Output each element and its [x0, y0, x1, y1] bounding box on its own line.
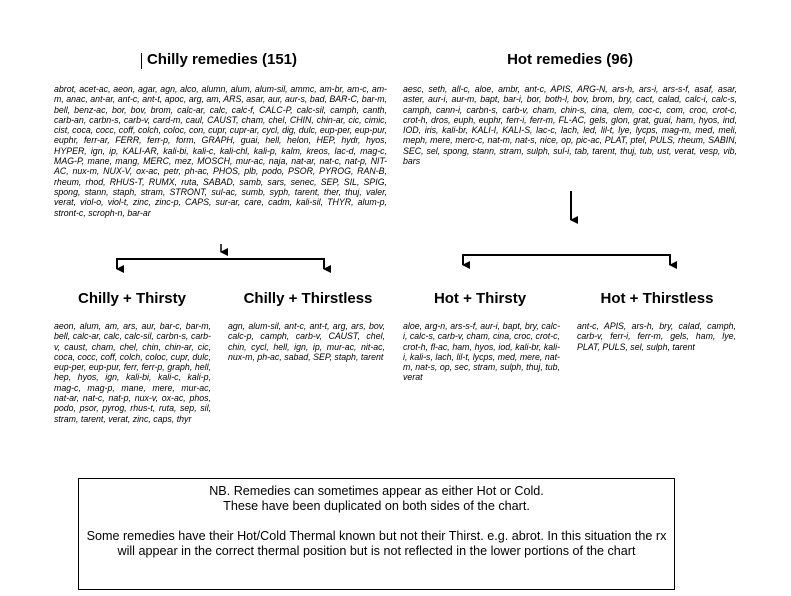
note-paragraph-2: Some remedies have their Hot/Cold Thermal known but not their Thirst. e.g. abrot. In this situation the rx will appear in the correct thermal position but is not reflected in the lower portions of the chart [86, 529, 667, 558]
hot-thirsty-title: Hot + Thirsty [433, 290, 527, 307]
chilly-thirsty-list: aeon, alum, am, ars, aur, bar-c, bar-m, bell, calc-ar, calc, calc-sil, carbn-s, carb-v, caust, cham, chel, chin, chin-ar, cic, coca, cocc, coff, colch, coloc, cupr, dulc, eup-per, eup-pur, ferr, ferr-p, graph, hell, hep, hyos, ign, kali-bi, kali-c, kali-p, mag-c, mag-p, mane, mere, mur-ac, nat-ar, nat-c, nat-p, nux-v, ox-ac, phos, podo, psor, pyrog, rhus-t, ruta, sep, sil, stram, tarent, verat, zinc, caps, thyr [54, 321, 211, 424]
chilly-remedies-list: abrot, acet-ac, aeon, agar, agn, alco, alumn, alum, alum-sil, ammc, am-br, am-c, am-m, anac, ant-ar, ant-c, ant-t, apoc, arg, am, ARS, asar, aur, aur-s, bad, BAR-C, bar-m, bell, benz-ac, bor, bov, brom, calc-ar, calc, calc-f, CALC-P, calc-sil, camph, canth, carb-an, carbn-s, carb-v, card-m, caul, CAUST, cham, chel, CHIN, chin-ar, cic, cimic, cist, coca, cocc, coff, colch, coloc, con, cupr, cupr-ar, cycl, dig, dulc, eup-per, eup-pur, euphr, ferr-ar, FERR, ferr-p, form, GRAPH, guai, hell, helon, HEP, hydr, hyos, HYPER, ign, ip, KALI-AR, kali-bi, kali-c, kali-chl, kali-p, kalm, kreos, lac-d, mag-c, MAG-P, mane, mang, MERC, mez, MOSCH, mur-ac, naja, nat-ar, nat-c, nat-p, NIT-AC, nux-m, NUX-V, ox-ac, petr, ph-ac, PHOS, plb, podo, PSOR, PYROG, RAN-B, rheum, rhod, RHUS-T, RUMX, ruta, SABAD, samb, sars, senec, SEP, SIL, SPIG, spong, stann, staph, stram, STRONT, sul-ac, sumb, syph, tarent, ther, thuj, valer, verat, viol-o, viol-t, zinc, zinc-p, CAPS, sur-ar, care, cadm, kali-sil, THYR, alum-p, stront-c, scroph-n, bar-ar [54, 84, 387, 218]
note-line-2: These have been duplicated on both sides of the chart. [223, 499, 530, 513]
hot-branch-arrows [463, 191, 670, 265]
chilly-branch-arrows [117, 244, 324, 269]
note-box [78, 478, 675, 590]
hot-remedies-title: Hot remedies (96) [507, 51, 633, 68]
chilly-remedies-title: Chilly remedies (151) [146, 51, 298, 68]
chilly-thirsty-title: Chilly + Thirsty [78, 290, 186, 307]
chilly-thirstless-list: agn, alum-sil, ant-c, ant-t, arg, ars, bov, calc-p, camph, carb-v, CAUST, chel, chin, cycl, hell, ign, ip, mur-ac, nit-ac, nux-m, ph-ac, sabad, SEP, staph, tarent [228, 321, 385, 362]
hot-thirstless-list: ant-c, APIS, ars-h, bry, calad, camph, carb-v, ferr-i, ferr-m, gels, ham, lye, PLAT, PULS, sel, sulph, tarent [577, 321, 736, 352]
note-line-1: NB. Remedies can sometimes appear as either Hot or Cold. [209, 484, 544, 498]
chilly-thirstless-title: Chilly + Thirstless [243, 290, 373, 307]
hot-remedies-list: aesc, seth, all-c, aloe, ambr, ant-c, APIS, ARG-N, ars-h, ars-i, ars-s-f, asaf, asar, aster, aur-i, aur-m, bapt, bar-i, bor, both-l, bov, brom, bry, cact, calad, calc-i, calc-s, camph, cann-i, carbn-s, carb-v, cham, chin-s, cina, clem, coc-c, com, croc, crot-c, crot-h, dros, euph, euphr, ferr-i, ferr-m, FL-AC, gels, glon, grat, guai, ham, hyos, ind, IOD, iris, kali-br, KALI-I, KALI-S, lac-c, lach, led, lil-t, lye, lycps, mag-m, med, meli, meph, mere, merc-c, nat-m, nat-s, nice, op, pic-ac, PLAT, ptel, PULS, rheum, SABIN, SEC, sel, spong, stann, stram, sulph, sul-i, tab, tarent, thuj, tub, ust, verat, vesp, vib, bars [403, 84, 737, 167]
hot-thirsty-list: aloe, arg-n, ars-s-f, aur-i, bapt, bry, calc-i, calc-s, carb-v, cham, cina, croc, crot-c, crot-h, fl-ac, ham, hyos, iod, kali-br, kali-i, kali-s, lach, lil-t, lycps, med, mere, nat-m, nat-s, op, sec, stram, sulph, thuj, tub, verat [403, 321, 560, 383]
hot-thirstless-title: Hot + Thirstless [600, 290, 714, 307]
